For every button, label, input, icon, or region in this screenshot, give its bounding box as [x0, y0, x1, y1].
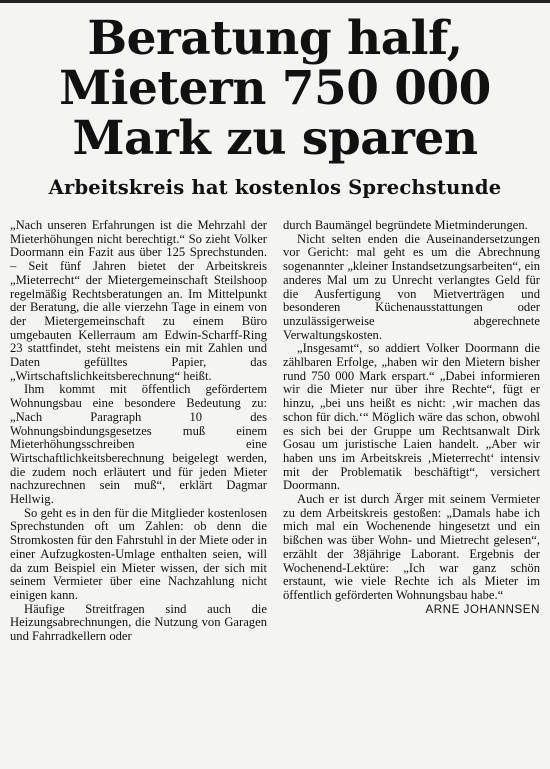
headline-line-2: Mietern 750 000 [59, 61, 491, 116]
paragraph: Häufige Streitfragen sind auch die Heizungsabrechnungen, die Nutzung von Garagen und Fahrradkellern oder [10, 601, 267, 644]
headline-line-3: Mark zu sparen [72, 111, 478, 166]
right-column [283, 219, 540, 644]
paragraph: durch Baumängel begründete Mietminderungen. [283, 218, 528, 232]
paragraph: „Nach unseren Erfahrungen ist die Mehrzahl der Mieterhöhungen nicht berechtigt.“ So zieht Volker Doormann ein Fazit aus über 125 Sprechstunden. – Seit fünf Jahren bietet der Arbeitskreis „Mieterrecht“ der Mietergemeinschaft Steilshoop regelmäßig Rechtsberatungen an. Im Mittelpunkt der Beratung, die alle vierzehn Tage in einem von der Mietergemeinschaft zu einem Büro umgebauten Kellerraum am Edwin-Scharff-Ring 23 stattfindet, steht meistens ein mit Zahlen und Daten gefülltes Papier, das „Wirtschaftslichkeitsberechnung“ heißt. [10, 218, 267, 383]
paragraph: Ihm kommt mit öffentlich gefördertem Wohnungsbau eine besondere Bedeutung zu: „Nach Paragraph 10 des Wohnungsbindungsgesetzes muß einem Mieterhöhungsschreiben eine Wirtschaftlichkeitsberechnung beigelegt werden, die zudem noch erläutert und für jeden Mieter nachzurechnen sein muß“, erklärt Dagmar Hellwig. [10, 382, 267, 507]
left-column [10, 219, 267, 644]
paragraph: Auch er ist durch Ärger mit seinem Vermieter zu dem Arbeitskreis gestoßen: „Damals habe ich mich mal ein Wochenende hingesetzt und ein bißchen was über Wohn- und Mietrecht gelesen“, erzählt der 38jährige Laborant. Ergebnis der Wochenend-Lektüre: „Ich war ganz schön erstaunt, wie viele Rechte ich als Mieter im öffentlich geförderten Wohnungsbau habe.“ [283, 492, 540, 602]
author-byline: ARNE JOHANNSEN [425, 603, 540, 616]
paragraph: Nicht selten enden die Auseinandersetzungen vor Gericht: mal geht es um die Abrechnung sogenannter „kleiner Instandsetzungsarbeiten“, ein anderes Mal um zu Unrecht verlangtes Geld für die Ausfertigung von Mietverträgen und besonderen Küchenausstattungen oder unzulässigerweise abgerechnete Verwaltungskosten. [283, 231, 540, 342]
paragraph: „Insgesamt“, so addiert Volker Doormann die zählbaren Erfolge, „haben wir den Mietern bisher rund 750 000 Mark erspart.“ „Dabei informieren wir die Mieter nur über ihre Rechte“, fügt er hinzu, „bei uns heißt es nicht: ‚wir machen das schon für dich.‘“ Möglich wäre das schon, obwohl es sich bei der Gruppe um Rechtsanwalt Dirk Gosau um juristische Laien handelt. „Aber wir haben uns im Arbeitskreis ‚Mieterrecht‘ intensiv mit der Problematik beschäftigt“, versichert Doormann. [283, 341, 540, 493]
headline-line-1: Beratung half, [87, 11, 463, 66]
headline [10, 11, 540, 166]
subheadline: Arbeitskreis hat kostenlos Sprechstunde [48, 176, 502, 199]
top-rule [0, 0, 550, 3]
paragraph: So geht es in den für die Mitglieder kostenlosen Sprechstunden oft um Zahlen: ob denn die Stromkosten für den Fahrstuhl in der Miete oder in einer Aufzugkosten-Umlage enthalten seien, will da zum Beispiel ein Mieter wissen, der sich mit seinem Vermieter über eine Nachzahlung nicht einigen kann. [10, 505, 267, 602]
article-body [10, 219, 540, 644]
